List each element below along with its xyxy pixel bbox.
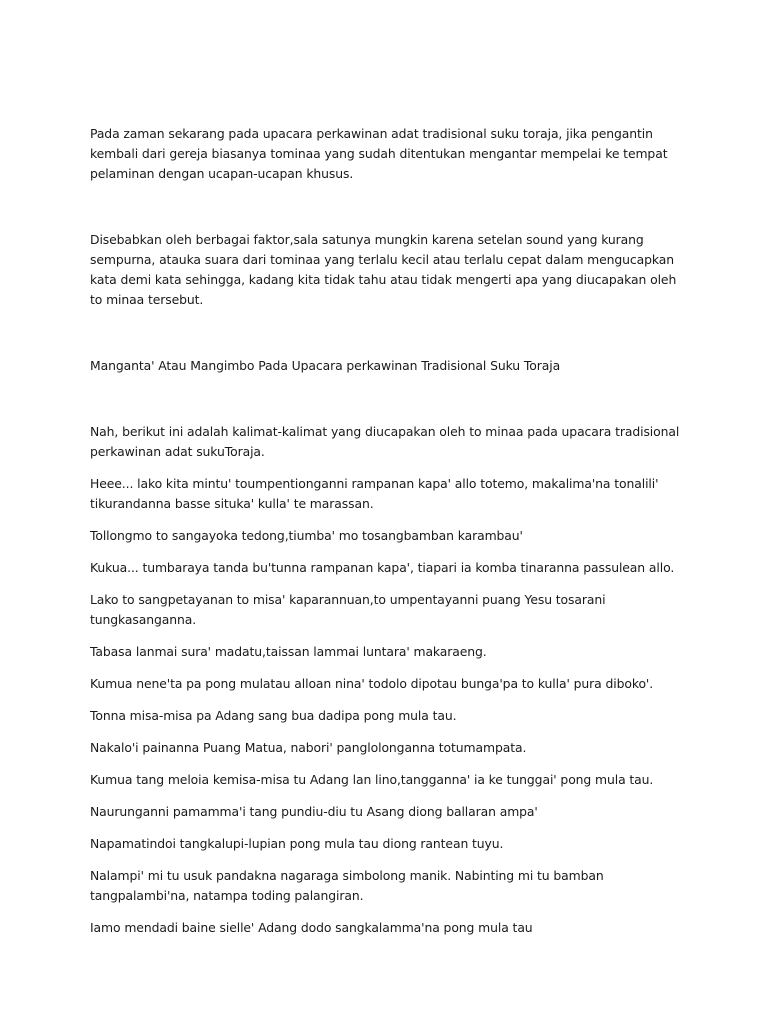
paragraph-reason: Disebabkan oleh berbagai faktor,sala satunya mungkin karena setelan sound yang kurang sempurna, atauka suara dari tominaa yang terlalu kecil atau terlalu cepat dalam mengucapkan kata demi kata sehingga, kadang kita tidak tahu atau tidak mengerti apa yang diucapakan oleh to minaa tersebut. [90,232,677,307]
verse-line: Kumua nene'ta pa pong mulatau alloan nina' todolo dipotau bunga'pa to kulla' pura diboko'. [90,676,654,691]
verse-line: Nalampi' mi tu usuk pandakna nagaraga simbolong manik. Nabinting mi tu bamban tangpalambi'na, natampa toding palangiran. [90,868,604,903]
verse-line: Tonna misa-misa pa Adang sang bua dadipa pong mula tau. [90,708,457,723]
verse-line: Heee... lako kita mintu' toumpentionganni rampanan kapa' allo totemo, makalima'na tonalili' tikurandanna basse situka' kulla' te marassan. [90,476,659,511]
verse-line: Napamatindoi tangkalupi-lupian pong mula tau diong rantean tuyu. [90,836,504,851]
verse-line: Tollongmo to sangayoka tedong,tiumba' mo tosangbamban karambau' [90,528,523,543]
paragraph-lead-in: Nah, berikut ini adalah kalimat-kalimat yang diucapakan oleh to minaa pada upacara tradisional perkawinan adat sukuToraja. [90,424,680,459]
section-heading: Manganta' Atau Mangimbo Pada Upacara perkawinan Tradisional Suku Toraja [90,358,561,373]
verse-line: Lako to sangpetayanan to misa' kaparannuan,to umpentayanni puang Yesu tosarani tungkasanganna. [90,592,606,627]
verse-line: Naurunganni pamamma'i tang pundiu-diu tu Asang diong ballaran ampa' [90,804,538,819]
verse-line: Tabasa lanmai sura' madatu,taissan lammai luntara' makaraeng. [90,644,487,659]
verse-line: Iamo mendadi baine sielle' Adang dodo sangkalamma'na pong mula tau [90,920,533,935]
paragraph-intro: Pada zaman sekarang pada upacara perkawinan adat tradisional suku toraja, jika pengantin kembali dari gereja biasanya tominaa yang sudah ditentukan mengantar mempelai ke tempat pelaminan dengan ucapan-ucapan khusus. [90,126,668,181]
document-body [90,124,690,938]
verse-line: Kukua... tumbaraya tanda bu'tunna rampanan kapa', tiapari ia komba tinaranna passulean allo. [90,560,675,575]
verse-line: Kumua tang meloia kemisa-misa tu Adang lan lino,tangganna' ia ke tunggai' pong mula tau. [90,772,654,787]
verse-line: Nakalo'i painanna Puang Matua, nabori' panglolonganna totumampata. [90,740,527,755]
